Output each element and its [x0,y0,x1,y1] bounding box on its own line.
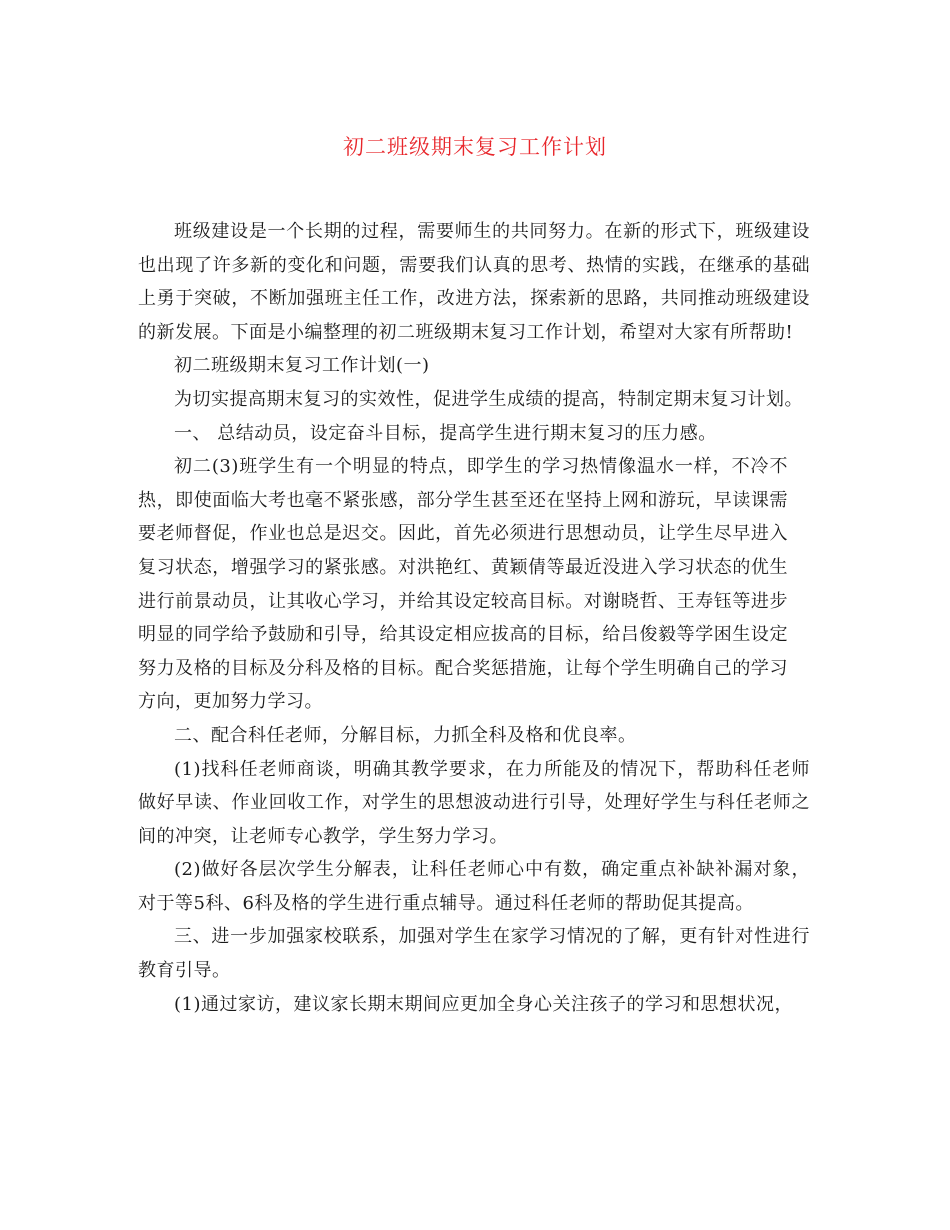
section-heading-one: 一、 总结动员，设定奋斗目标，提高学生进行期末复习的压力感。 [174,422,717,444]
class-analysis-paragraph: 初二(3)班学生有一个明显的特点，即学生的学习热情像温水一样，不冷不热，即使面临大考也毫不紧张感，部分学生甚至还在坚持上网和游玩，早读课需要老师督促，作业也总是迟交。因此，首先必须进行思想动员，让学生尽早进入复习状态，增强学习的紧张感。对洪艳红、黄颖倩等最近没进入学习状态的优生进行前景动员，让其收心学习，并给其设定较高目标。对谢晓哲、王寿钰等进步明显的同学给予鼓励和引导，给其设定相应拔高的目标，给吕俊毅等学困生设定努力及格的目标及分科及格的目标。配合奖惩措施，让每个学生明确自己的学习方向，更加努力学习。 [138,456,788,713]
intro-paragraph: 班级建设是一个长期的过程，需要师生的共同努力。在新的形式下，班级建设也出现了许多新的变化和问题，需要我们认真的思考、热情的实践，在继承的基础上勇于突破，不断加强班主任工作，改进方法，探索新的思路，共同推动班级建设的新发展。下面是小编整理的初二班级期末复习工作计划，希望对大家有所帮助! [138,221,810,343]
document-body [138,215,810,1021]
purpose-paragraph: 为切实提高期末复习的实效性，促进学生成绩的提高，特制定期末复习计划。 [174,388,803,410]
item-paragraph-2: (2)做好各层次学生分解表，让科任老师心中有数，确定重点补缺补漏对象，对于等5科、6科及格的学生进行重点辅导。通过科任老师的帮助促其提高。 [138,859,810,914]
section-heading-plan-one: 初二班级期末复习工作计划(一) [174,355,430,377]
section-heading-two: 二、配合科任老师，分解目标，力抓全科及格和优良率。 [174,724,637,746]
item-paragraph-3: (1)通过家访，建议家长期末期间应更加全身心关注孩子的学习和思想状况， [174,993,793,1015]
section-heading-three: 三、进一步加强家校联系，加强对学生在家学习情况的了解，更有针对性进行教育引导。 [138,926,810,982]
item-paragraph-1: (1)找科任老师商谈，明确其教学要求，在力所能及的情况下，帮助科任老师做好早读、作业回收工作，对学生的思想波动进行引导，处理好学生与科任老师之间的冲突，让老师专心教学，学生努力学习。 [138,758,810,847]
document-title: 初二班级期末复习工作计划 [343,135,607,159]
